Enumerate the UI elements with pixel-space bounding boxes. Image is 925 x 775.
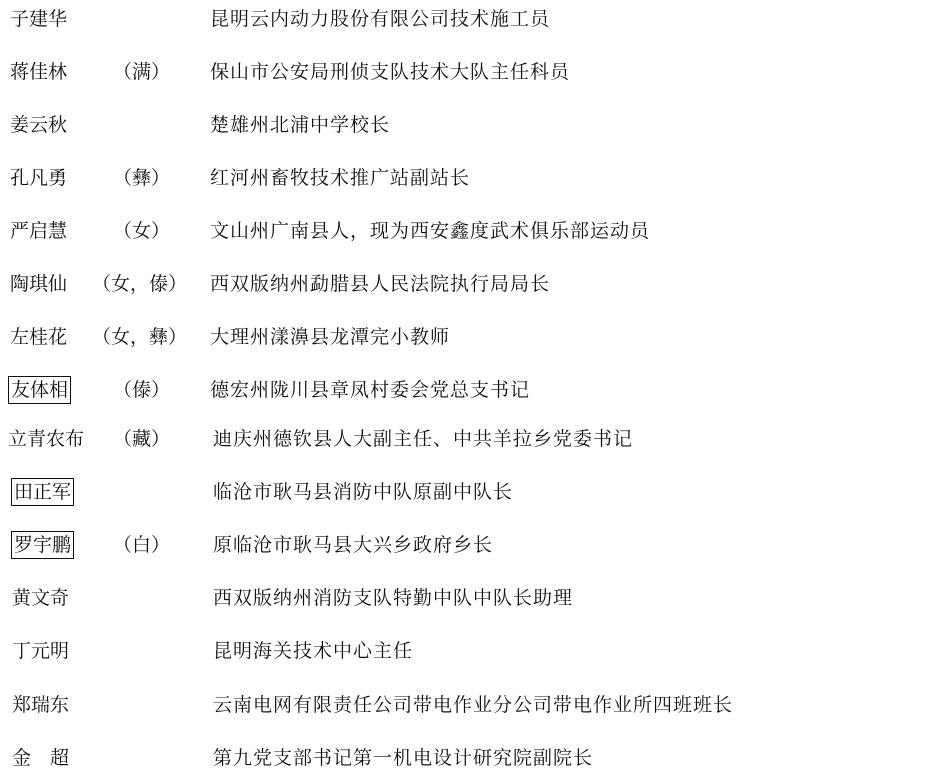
person-description: 昆明海关技术中心主任 (213, 640, 414, 662)
list-item (0, 475, 925, 509)
person-description: 昆明云内动力股份有限公司技术施工员 (210, 8, 551, 30)
person-description: 西双版纳州勐腊县人民法院执行局局长 (210, 273, 551, 295)
person-description: 文山州广南县人，现为西安鑫度武术俱乐部运动员 (210, 220, 651, 242)
person-note: （傣） (113, 379, 171, 401)
person-description: 保山市公安局刑侦支队技术大队主任科员 (210, 61, 571, 83)
person-name: 丁元明 (12, 640, 70, 662)
person-note: （白） (113, 534, 171, 556)
person-description: 西双版纳州消防支队特勤中队中队长助理 (213, 587, 574, 609)
list-item (0, 581, 925, 615)
person-name: 罗宇鹏 (11, 531, 74, 559)
person-note: （藏） (113, 428, 171, 450)
person-description: 迪庆州德钦县人大副主任、中共羊拉乡党委书记 (213, 428, 634, 450)
list-item (0, 634, 925, 668)
list-item (0, 320, 925, 354)
person-description: 德宏州陇川县章凤村委会党总支书记 (210, 379, 531, 401)
person-name: 子建华 (10, 8, 68, 30)
person-note: （满） (113, 61, 171, 83)
person-description: 大理州漾濞县龙潭完小教师 (210, 326, 451, 348)
person-note: （女，彝） (92, 326, 188, 348)
list-item (0, 373, 925, 407)
person-description: 楚雄州北浦中学校长 (210, 114, 391, 136)
person-name: 陶琪仙 (10, 273, 68, 295)
list-item (0, 214, 925, 248)
person-name: 蒋佳林 (10, 61, 68, 83)
list-item (0, 422, 925, 456)
person-name: 黄文奇 (12, 587, 70, 609)
person-name: 友体相 (8, 376, 71, 404)
person-name: 郑瑞东 (12, 694, 70, 716)
person-description: 红河州畜牧技术推广站副站长 (210, 167, 471, 189)
person-description: 云南电网有限责任公司带电作业分公司带电作业所四班班长 (213, 694, 734, 716)
list-item (0, 108, 925, 142)
person-description: 原临沧市耿马县大兴乡政府乡长 (213, 534, 494, 556)
list-item (0, 2, 925, 36)
person-description: 第九党支部书记第一机电设计研究院副院长 (213, 747, 594, 769)
person-name: 严启慧 (10, 220, 68, 242)
list-item (0, 688, 925, 722)
person-note: （女） (113, 220, 171, 242)
person-name: 田正军 (11, 478, 74, 506)
list-item (0, 55, 925, 89)
person-note: （女，傣） (92, 273, 188, 295)
list-item (0, 267, 925, 301)
person-name: 孔凡勇 (10, 167, 68, 189)
person-name: 姜云秋 (10, 114, 68, 136)
list-item (0, 741, 925, 775)
person-description: 临沧市耿马县消防中队原副中队长 (213, 481, 514, 503)
person-name: 立青农布 (8, 428, 85, 450)
person-name: 左桂花 (10, 326, 68, 348)
person-name: 金 超 (12, 747, 70, 769)
person-note: （彝） (113, 167, 171, 189)
list-item (0, 528, 925, 562)
list-item (0, 161, 925, 195)
